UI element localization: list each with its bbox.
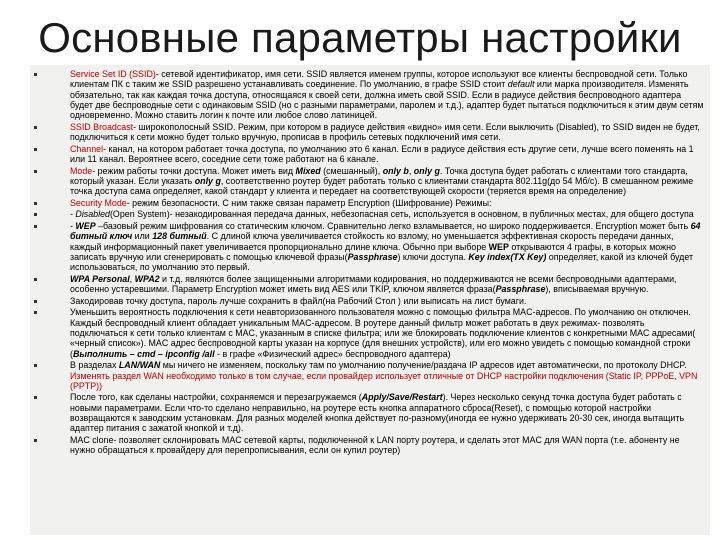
term-label: Mode (70, 165, 93, 176)
list-item (30, 307, 704, 359)
text-run: - канал, на котором работает точка доступа, по умолчанию это 6 канал. Если в радиусе действия есть другие сети, лучше всего поменять на 1 или 11 канал. Вероятнее всего, соседние сети тоже работают на 6 канале. (70, 143, 694, 165)
text-run: После того, как сделаны настройки, сохраняемся и перезагружаемся ( (70, 392, 362, 403)
text-run: - режим безопасности. С ним также связан параметр Encryption (Шифрование) Режимы: (126, 197, 492, 208)
bullet-icon (34, 225, 37, 228)
text-run: only g (194, 176, 221, 186)
bullet-icon (34, 202, 37, 205)
bullet-list (30, 65, 710, 456)
list-item (30, 166, 704, 197)
text-run: (смешанный), (320, 165, 383, 176)
bullet-icon (34, 126, 37, 129)
bullet-icon (34, 148, 37, 151)
list-item (30, 209, 704, 219)
text-run: ). Через несколько секунд точка доступа будет работать с новыми параметрами. Если что-то сделано неправильно, на роутере есть кнопка аппаратного сброса(Reset), с помощью которой настройки возвращаются к заводским установкам. Для разных моделей кнопка действует по-разному(иногда ее нужно удерживать 20-30 сек, иногда вытащить адаптер питания с зажатой кнопкой и т.д). (70, 392, 685, 434)
text-run: В разделах (70, 360, 119, 371)
text-run: Выполнить – cmd – ipconfig /all (72, 348, 215, 359)
bullet-icon (34, 300, 37, 303)
term-label: Channel (70, 143, 104, 154)
term-label: Service Set ID (SSID) (70, 69, 156, 79)
text-run: LAN/WAN (118, 360, 161, 371)
text-run: - режим работы точки доступа. Может иметь вид (92, 165, 296, 176)
text-run: Закодировав точку доступа, пароль лучше сохранить в файл(на Рабочий Стол ) или выписать на лист бумаги. (70, 295, 527, 306)
text-run: Apply/Save/Restart (361, 392, 443, 403)
text-run: Уменьшить вероятность подключения к сети неавторизованного пользователя можно с помощью фильтра MAC-адресов. По умолчанию он отключен. Каждый беспроводный клиент обладает уникальным MAC-адресом. В роутере данный фильтр может работать в двух режимах- позволять подключаться к сети только клиентам с MAC, указанным в списке фильтра; или же блокировать подключение клиентов с конкретными MAC адресами( «черный список»). MAC адрес беспроводной карты указан на корпусе (для внешних устройств), или его можно увидеть с помощью командной строки ( (70, 307, 696, 359)
list-item (30, 274, 704, 295)
list-item (30, 198, 704, 208)
text-run: WPA2 (134, 273, 160, 284)
text-run: –базовый режим шифрования со статическим ключом. Сравнительно легко взламывается, но широко поддерживается. Encryption может быть (95, 220, 691, 231)
content-panel (30, 65, 710, 535)
list-item (30, 360, 704, 391)
text-run: Mixed (295, 165, 321, 176)
slide-title: Основные параметры настройки (38, 14, 682, 61)
text-run: или (132, 231, 153, 242)
text-run: ), вписываемая вручную. (545, 284, 649, 295)
text-run: - (70, 209, 76, 220)
bullet-icon (34, 213, 37, 216)
text-run: (Open System)- незакодированная передача данных, небезопасная сеть, используется в основном, в публичных местах, для общего доступа (109, 209, 694, 220)
text-run: 64 битный ключ (70, 220, 701, 242)
text-run: only b (382, 165, 409, 176)
bullet-icon (34, 311, 37, 314)
text-run: и т.д. являются более защищенными алгоритмами кодирования, но поддерживаются не всеми беспроводными адаптерами, особенно устаревшими. Параметр Encryption может иметь вид AES или TKIP, ключом является фраза( (70, 273, 677, 295)
text-run: - в графе «Физический адрес» беспроводного адаптера) (214, 348, 451, 359)
list-item (30, 221, 704, 273)
list-item (30, 296, 704, 306)
text-run: WEP (75, 220, 96, 231)
text-run: MAC clone- позволяет склонировать MAC сетевой карты, подключенной к LAN порту роутера, и сделать этот MAC для WAN порта (т.е. абоненту не нужно обращаться к провайдеру для перепрописывания, если он купил роутер) (70, 434, 680, 456)
list-item (30, 144, 704, 165)
text-run: WEP (488, 241, 509, 252)
text-run: Passphrase (347, 251, 398, 262)
text-run: Passphrase (495, 284, 546, 295)
text-run: Disabled (75, 209, 110, 220)
list-item (30, 392, 704, 433)
text-run: , соответственно роутер будет работать только с клиентами стандарта 802.11g(до 54 Мб/с). В смешанном режиме точка доступа сама определяет, какой стандарт у клиента и передает на соответствующей скорости (теряется время на определение) (70, 176, 694, 197)
text-run: ) ключи доступа. (397, 251, 469, 262)
bullet-icon (34, 278, 37, 281)
term-label: Security Mode (70, 197, 127, 208)
text-run: , (129, 273, 135, 284)
list-item (30, 435, 704, 456)
text-run: Key index(TX Key) (468, 251, 547, 262)
bullet-icon (34, 439, 37, 442)
bullet-icon (34, 73, 37, 76)
term-label: SSID Broadcast (70, 121, 134, 132)
text-run: или марка производителя. Изменять обязательно, так как каждая точка доступа, относящаяся к своей сети, должна иметь свой SSID. Если в радиусе действия беспроводного адаптера будет две беспроводные сети с одинаковым SSID (но с разными параметрами, паролем и т.д.), адаптер будет пытаться подключиться к этим двум сетям одновременно. Можно ставить логин к почте или любое слово латиницей. (70, 79, 704, 121)
text-run: открываются 4 графы, в которых можно записать вручную или сгенерировать с помощью ключевой фразы( (70, 241, 676, 262)
text-run: . Точка доступа будет работать с клиентами того стандарта, который указан. Если указать (70, 165, 688, 186)
text-run: WPA Personal (70, 273, 130, 284)
text-run: . С длиной ключа увеличивается стойкость ко взлому, но уменьшается эффективная скорость передачи данных, каждый информационный пакет увеличивается пропорционально длине ключа. Обычно при выборе (70, 231, 674, 252)
text-run: 128 битный (152, 231, 207, 242)
list-item (30, 122, 704, 143)
bullet-icon (34, 364, 37, 367)
text-run: - сетевой идентификатор, имя сети. SSID является именем группы, которое используют все клиенты беспроводной сети. Только клиентам ПК с таким же SSID разрешено устанавливать соединение. По умолчанию, в графе SSID стоит (70, 69, 688, 90)
text-run: Изменять раздел WAN необходимо только в том случае, если провайдер использует отличные от DHCP настройки подключения (Static IP, PPPoE, VPN (PPTP)) (70, 370, 698, 391)
text-run: - широкополосный SSID. Режим, при котором в радиусе действия «видно» имя сети. Если выключить (Disabled), то SSID виден не будет, подключиться к сети можно будет только вручную, прописав в профиль сетевых подключений имя сети. (70, 121, 700, 143)
list-item (30, 69, 704, 121)
bullet-icon (34, 170, 37, 173)
text-run: , (408, 165, 414, 176)
bullet-icon (34, 396, 37, 399)
text-run: определяет, какой из ключей будет использоваться, по умолчанию это первый. (70, 251, 694, 273)
text-run: мы ничего не изменяем, поскольку там по умолчанию получение/раздача IP адресов идет автоматически, по протоколу DHCP. (160, 360, 687, 371)
text-run: - (70, 220, 76, 231)
text-run: only g (413, 165, 440, 176)
text-run: default (507, 79, 535, 90)
